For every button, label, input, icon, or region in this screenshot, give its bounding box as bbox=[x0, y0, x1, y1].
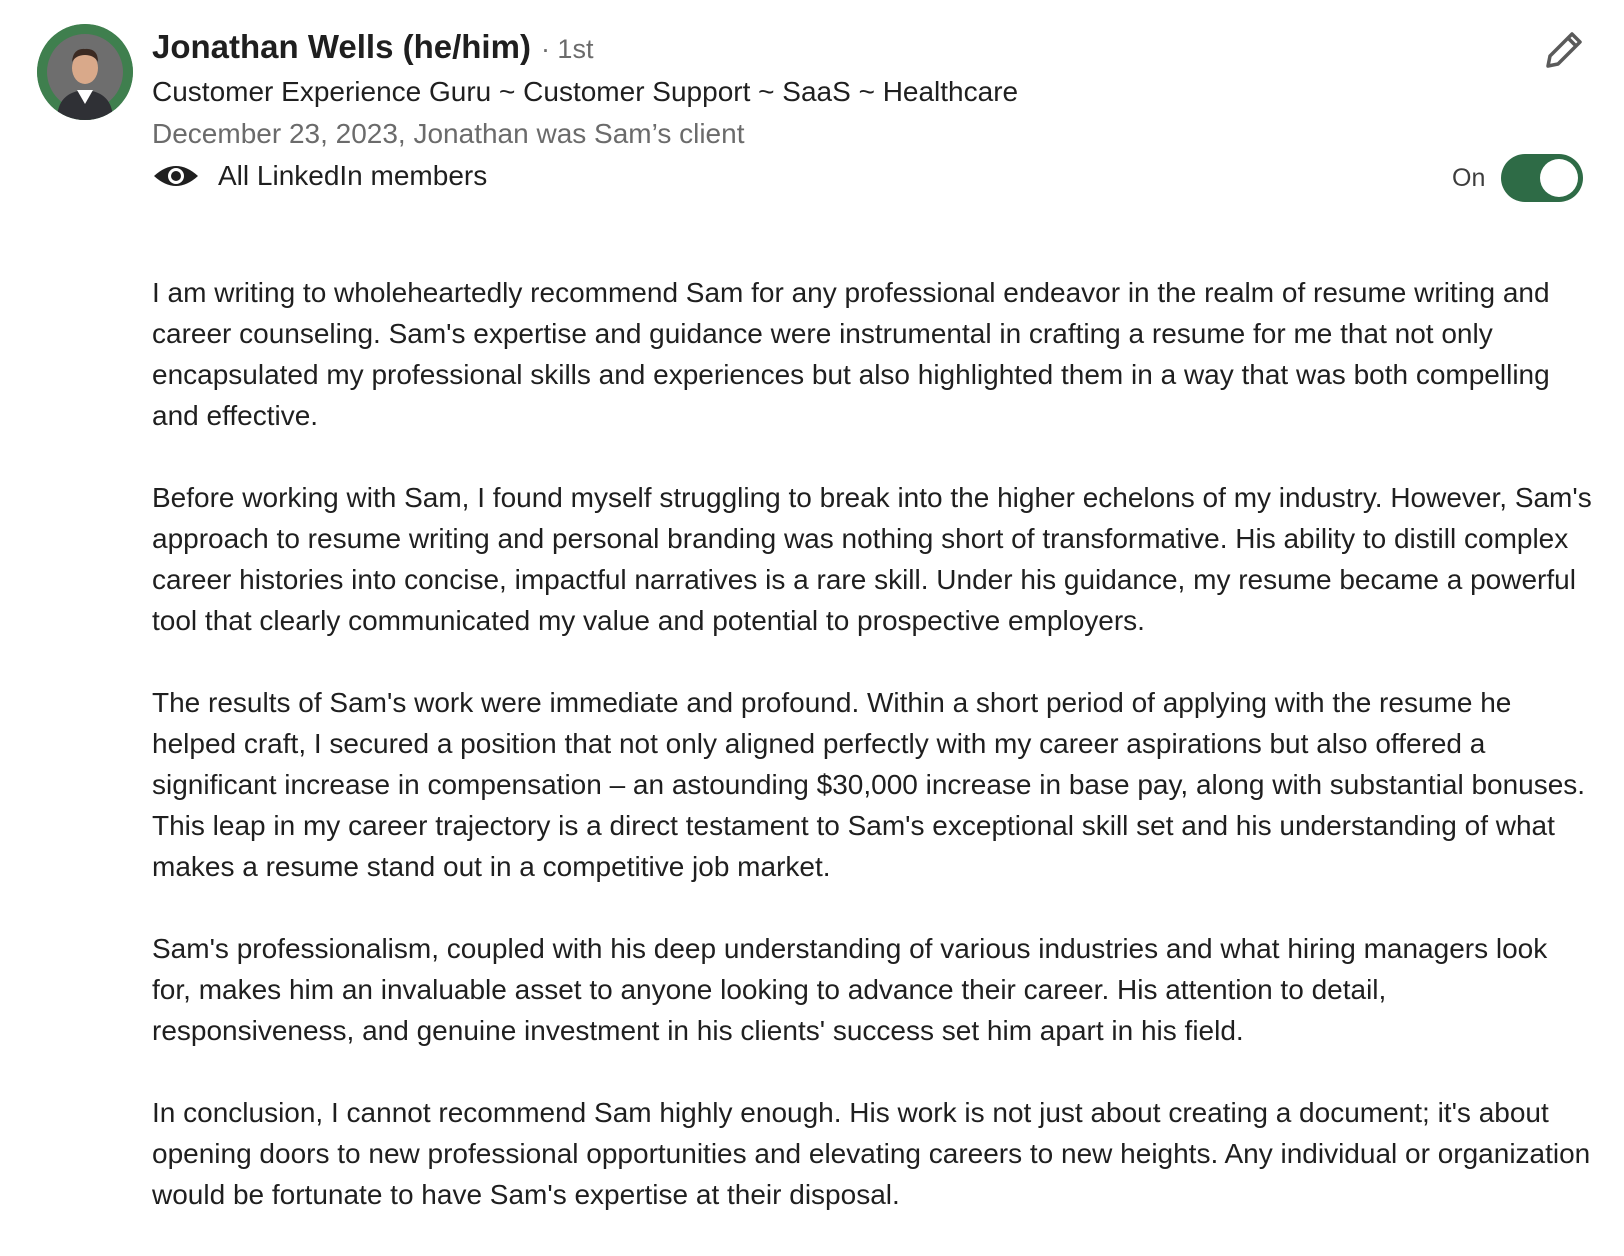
toggle-knob bbox=[1540, 159, 1578, 197]
recommendation-paragraph: Sam's professionalism, coupled with his deep understanding of various industries and what hiring managers look for, makes him an invaluable asset to anyone looking to advance their career. His attention to detail, responsiveness, and genuine investment in his clients' success set him apart in his field. bbox=[152, 933, 1548, 1046]
profile-photo bbox=[37, 24, 133, 120]
author-name-row bbox=[152, 28, 593, 66]
author-name[interactable]: Jonathan Wells (he/him) bbox=[152, 28, 531, 65]
visibility-row bbox=[152, 160, 487, 192]
author-headline: Customer Experience Guru ~ Customer Support ~ SaaS ~ Healthcare bbox=[152, 76, 1019, 107]
recommendation-paragraph: I am writing to wholeheartedly recommend Sam for any professional endeavor in the realm of resume writing and career counseling. Sam's expertise and guidance were instrumental in crafting a resume for me that not only encapsulated my professional skills and experiences but also highlighted them in a way that was both compelling and effective. bbox=[152, 277, 1550, 431]
recommendation-paragraph: The results of Sam's work were immediate and profound. Within a short period of applying with the resume he helped craft, I secured a position that not only aligned perfectly with my career aspirations but also offered a significant increase in compensation – an astounding $30,000 increase in base pay, along with substantial bonuses. This leap in my career trajectory is a direct testament to Sam's exceptional skill set and his understanding of what makes a resume stand out in a competitive job market. bbox=[152, 687, 1586, 882]
pencil-icon[interactable] bbox=[1540, 26, 1588, 74]
recommendation-meta: December 23, 2023, Jonathan was Sam’s client bbox=[152, 118, 745, 149]
recommendation-paragraph: Before working with Sam, I found myself struggling to break into the higher echelons of my industry. However, Sam's approach to resume writing and personal branding was nothing short of transformative. His ability to distill complex career histories into concise, impactful narratives is a rare skill. Under his guidance, my resume became a powerful tool that clearly communicated my value and potential to prospective employers. bbox=[152, 482, 1592, 636]
avatar[interactable] bbox=[37, 24, 133, 120]
recommendation-text bbox=[152, 272, 1592, 1256]
recommendation-paragraph: In conclusion, I cannot recommend Sam highly enough. His work is not just about creating a document; it's about opening doors to new professional opportunities and elevating careers to new heights. Any individual or organization would be fortunate to have Sam's expertise at their disposal. bbox=[152, 1097, 1591, 1210]
toggle-label: On bbox=[1452, 163, 1486, 192]
eye-icon bbox=[152, 160, 200, 192]
visibility-label: All LinkedIn members bbox=[218, 160, 488, 191]
visibility-toggle-group bbox=[1452, 154, 1583, 202]
connection-degree: · 1st bbox=[540, 34, 594, 64]
visibility-toggle[interactable] bbox=[1501, 154, 1583, 202]
